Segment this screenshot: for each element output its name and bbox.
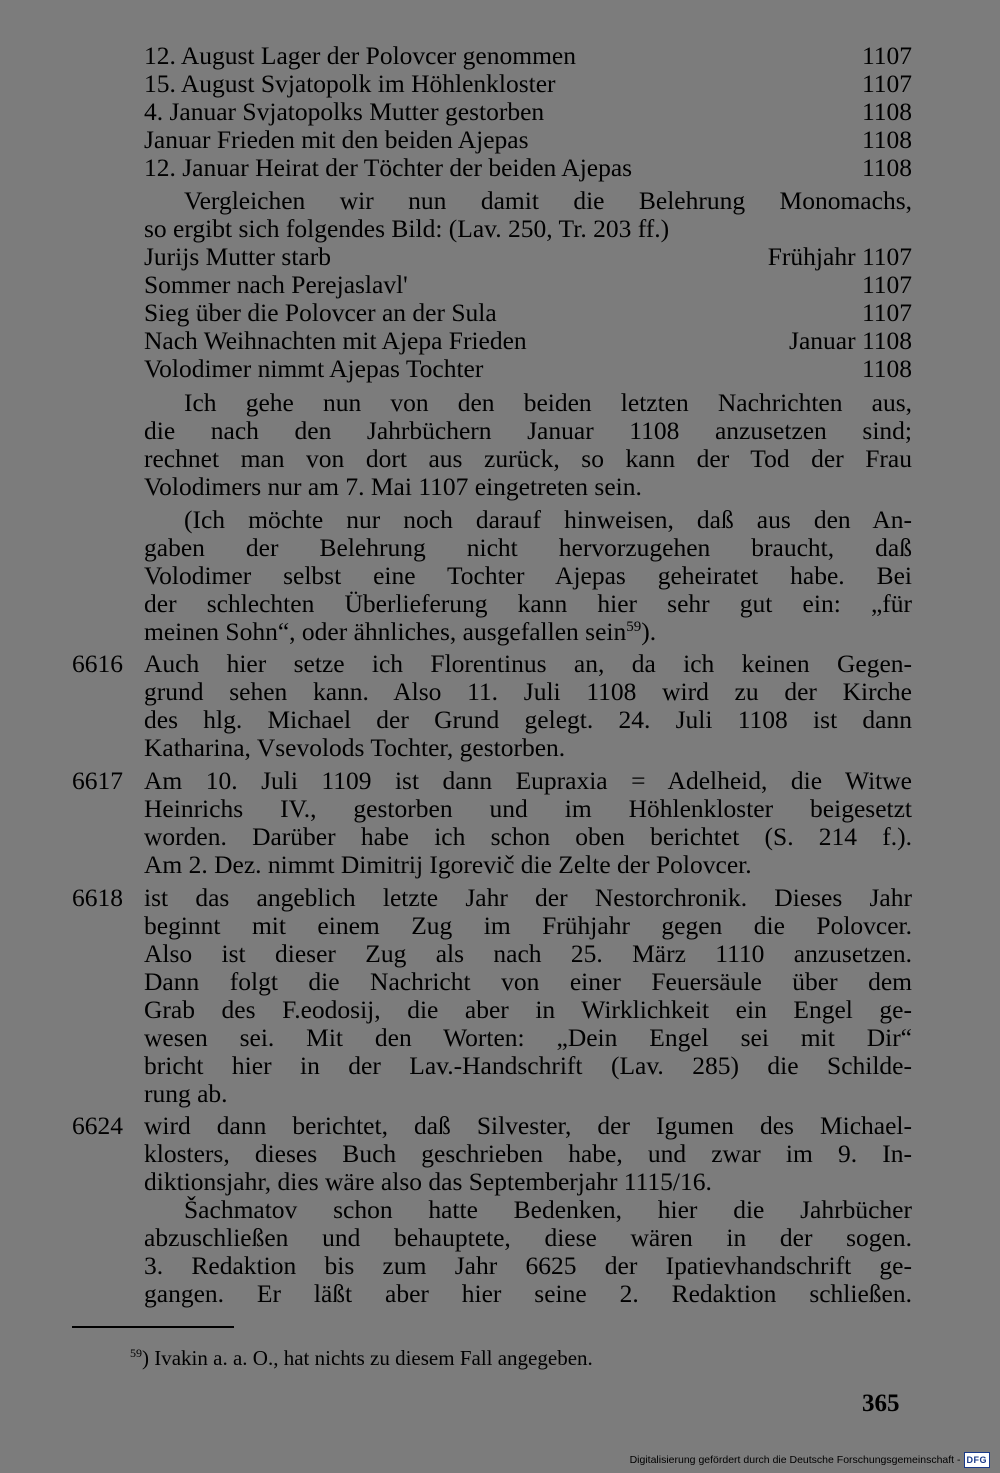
paragraph-line: meinen Sohn“, oder ähnliches, ausgefallen sein$^{59}$). [144, 617, 657, 646]
paragraph-line: Katharina, Vsevolods Tochter, gestorben. [144, 733, 566, 762]
paragraph-line: 3. Redaktion bis zum Jahr 6625 der Ipatievhandschrift ge- [144, 1251, 912, 1280]
paragraph-line: Am 10. Juli 1109 ist dann Eupraxia = Adelheid, die Witwe [144, 766, 912, 795]
paragraph-line: rechnet man von dort aus zurück, so kann der Tod der Frau [144, 444, 912, 473]
paragraph-line: diktionsjahr, dies wäre also das Septemberjahr 1115/16. [144, 1167, 712, 1196]
event-row: 12. August Lager der Polovcer genommen 1107 [144, 41, 912, 70]
event-row: 4. Januar Svjatopolks Mutter gestorben 1108 [144, 97, 912, 126]
paragraph-line: wesen sei. Mit den Worten: „Dein Engel sei mit Dir“ [144, 1023, 912, 1052]
paragraph-line: gaben der Belehrung nicht hervorzugehen braucht, daß [144, 533, 912, 562]
paragraph-line: so ergibt sich folgendes Bild: (Lav. 250, Tr. 203 ff.) [144, 214, 670, 243]
paragraph-line: Am 2. Dez. nimmt Dimitrij Igorevič die Zelte der Polovcer. [144, 850, 752, 879]
year-marker: 6617 [72, 766, 123, 795]
footnote-reference: 59 [626, 619, 642, 635]
paragraph-line: des hlg. Michael der Grund gelegt. 24. Juli 1108 ist dann [144, 705, 912, 734]
year-marker: 6624 [72, 1111, 123, 1140]
footnote-rule [72, 1326, 234, 1328]
footnote-mark: 59 [130, 1346, 142, 1360]
dfg-logo-icon: DFG [964, 1452, 991, 1468]
paragraph-line: (Ich möchte nur noch darauf hinweisen, daß aus den An- [184, 505, 912, 534]
paragraph-line: Heinrichs IV., gestorben und im Höhlenkloster beigesetzt [144, 794, 912, 823]
event-row: Januar Frieden mit den beiden Ajepas 1108 [144, 125, 912, 154]
paragraph-line: Šachmatov schon hatte Bedenken, hier die Jahrbücher [184, 1195, 912, 1224]
paragraph-line: Volodimers nur am 7. Mai 1107 eingetreten sein. [144, 472, 642, 501]
year-marker: 6616 [72, 649, 123, 678]
event-row: Sieg über die Polovcer an der Sula 1107 [144, 298, 912, 327]
paragraph-line: klosters, dieses Buch geschrieben habe, und zwar im 9. In- [144, 1139, 912, 1168]
page-number: 365 [862, 1390, 900, 1417]
paragraph-line: worden. Darüber habe ich schon oben berichtet (S. 214 f.). [144, 822, 912, 851]
paragraph-line: die nach den Jahrbüchern Januar 1108 anzusetzen sind; [144, 416, 912, 445]
paragraph-line: ist das angeblich letzte Jahr der Nestorchronik. Dieses Jahr [144, 883, 912, 912]
event-row: 15. August Svjatopolk im Höhlenkloster 1107 [144, 69, 912, 98]
paragraph-line: beginnt mit einem Zug im Frühjahr gegen die Polovcer. [144, 911, 912, 940]
paragraph-line: Vergleichen wir nun damit die Belehrung Monomachs, [184, 186, 912, 215]
event-row: Sommer nach Perejaslavl' 1107 [144, 270, 912, 299]
event-row: 12. Januar Heirat der Töchter der beiden Ajepas 1108 [144, 153, 912, 182]
paragraph-line: gangen. Er läßt aber hier seine 2. Redaktion schließen. [144, 1279, 912, 1308]
paragraph-line: Also ist dieser Zug als nach 25. März 1110 anzusetzen. [144, 939, 912, 968]
paragraph-line: bricht hier in der Lav.-Handschrift (Lav. 285) die Schilde- [144, 1051, 912, 1080]
paragraph-line: der schlechten Überlieferung kann hier sehr gut ein: „für [144, 589, 912, 618]
digitization-credit: Digitalisierung gefördert durch die Deutsche Forschungsgemeinschaft - DFG [630, 1452, 990, 1468]
paragraph-line: Volodimer selbst eine Tochter Ajepas geheiratet habe. Bei [144, 561, 912, 590]
paragraph-line: Ich gehe nun von den beiden letzten Nachrichten aus, [184, 388, 912, 417]
paragraph-line: wird dann berichtet, daß Silvester, der Igumen des Michael- [144, 1111, 912, 1140]
footnote: $^{59}$) Ivakin a. a. O., hat nichts zu diesem Fall angegeben. [130, 1346, 593, 1370]
paragraph-line: grund sehen kann. Also 11. Juli 1108 wird zu der Kirche [144, 677, 912, 706]
event-row: Nach Weihnachten mit Ajepa Frieden Januar 1108 [144, 326, 912, 355]
paragraph-line: Grab des F.eodosij, die aber in Wirklichkeit ein Engel ge- [144, 995, 912, 1024]
year-marker: 6618 [72, 883, 123, 912]
event-row: Volodimer nimmt Ajepas Tochter 1108 [144, 354, 912, 383]
paragraph-line: rung ab. [144, 1079, 228, 1108]
paragraph-line: Dann folgt die Nachricht von einer Feuersäule über dem [144, 967, 912, 996]
event-row: Jurijs Mutter starb Frühjahr 1107 [144, 242, 912, 271]
paragraph-line: Auch hier setze ich Florentinus an, da ich keinen Gegen- [144, 649, 912, 678]
paragraph-line: abzuschließen und behauptete, diese wären in der sogen. [144, 1223, 912, 1252]
